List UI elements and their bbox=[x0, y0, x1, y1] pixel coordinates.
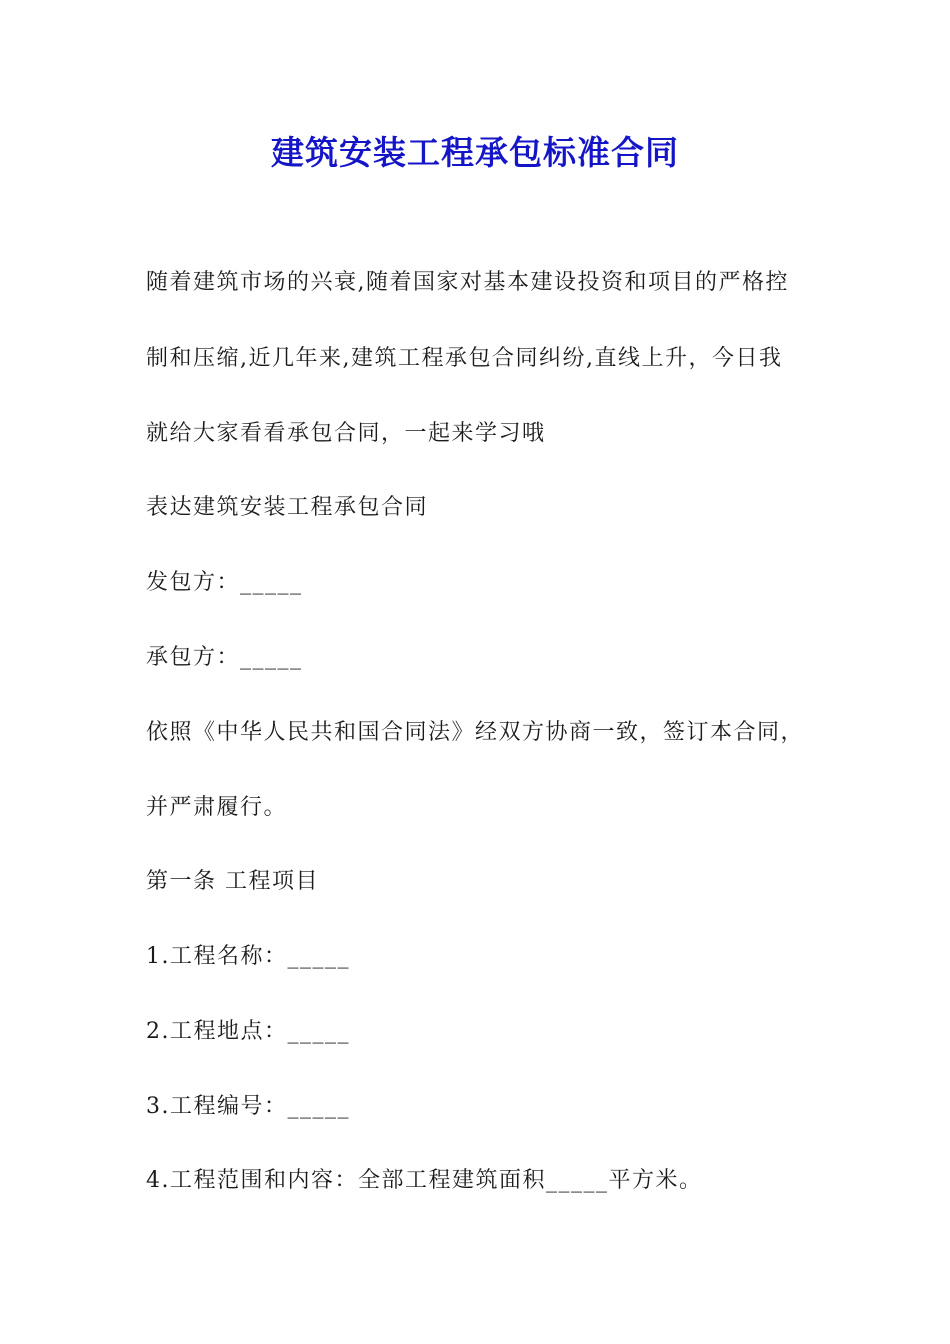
project-scope-line: 4.工程范围和内容：全部工程建筑面积_____平方米。 bbox=[146, 1168, 703, 1193]
document-title: 建筑安装工程承包标准合同 bbox=[271, 133, 679, 172]
body-line-basis-2: 并严肃履行。 bbox=[146, 795, 288, 820]
project-name-line: 1.工程名称：_____ bbox=[146, 944, 350, 969]
party-b-line: 承包方：_____ bbox=[146, 645, 303, 670]
project-number-line: 3.工程编号：_____ bbox=[146, 1094, 350, 1119]
body-line-intro-3: 就给大家看看承包合同，一起来学习哦 bbox=[146, 421, 546, 446]
body-line-subtitle: 表达建筑安装工程承包合同 bbox=[146, 495, 429, 520]
body-line-intro-2: 制和压缩,近几年来,建筑工程承包合同纠纷,直线上升，今日我 bbox=[146, 346, 783, 371]
article-one-heading: 第一条 工程项目 bbox=[146, 869, 319, 894]
body-line-intro-1: 随着建筑市场的兴衰,随着国家对基本建设投资和项目的严格控 bbox=[146, 270, 789, 295]
body-line-basis-1: 依照《中华人民共和国合同法》经双方协商一致，签订本合同， bbox=[146, 720, 805, 745]
project-location-line: 2.工程地点：_____ bbox=[146, 1019, 350, 1044]
party-a-line: 发包方：_____ bbox=[146, 570, 303, 595]
